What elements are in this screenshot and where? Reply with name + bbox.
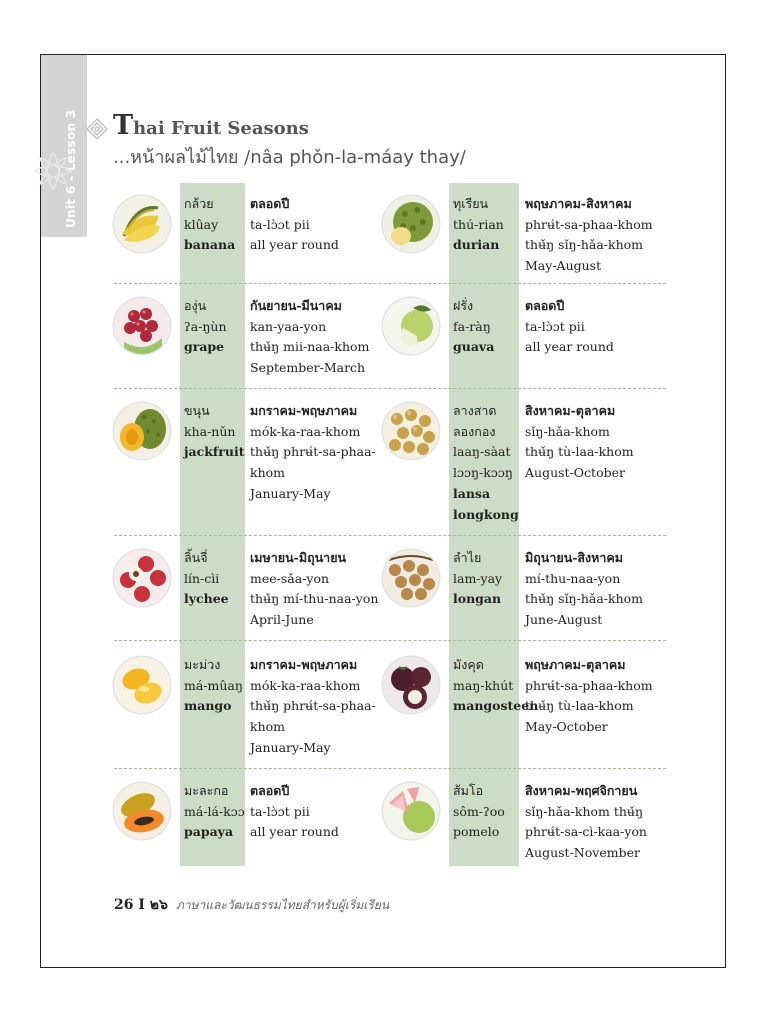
thai-name: ขนุน [184,403,210,418]
thai-name: ฝรั่ง [453,298,474,313]
fruit-name-block [453,401,519,525]
season-thai: พฤษภาคม-ตุลาคม [525,657,626,672]
diamond-ornament-icon [86,118,108,140]
season-line: thʉ̌ŋ phrʉ́t-sa-phaa- [250,444,376,460]
season-block [525,655,653,738]
season-block [525,781,647,864]
lansa-longkong-icon [383,403,439,459]
fruit-name-block [184,296,227,358]
thai-name: ลำไย [453,550,482,565]
season-thai: สิงหาคม-พฤศจิกายน [525,783,638,798]
season-line: thʉ̌ŋ phrʉ́t-sa-phaa- [250,698,376,714]
fruit-name-block [184,781,245,843]
lychee-icon [114,550,170,606]
season-line: January-May [250,485,331,501]
english-name: durian [453,237,500,253]
season-block [525,548,643,631]
fruit-name-block [184,655,243,717]
english-name: mango [184,698,232,714]
season-line: thʉ̌ŋ sǐŋ-hǎa-khom [525,591,644,607]
season-line: khom [250,465,286,481]
row-divider [114,535,666,536]
season-block [250,548,378,631]
fruit-name-block [453,296,494,358]
row-divider [114,283,666,284]
season-block [250,781,339,843]
page-title [113,110,309,141]
thai-name: มะละกอ [184,783,229,798]
season-line: May-August [525,258,602,274]
english-name: longkong [453,506,519,522]
fruit-name-block [453,781,505,843]
thai-name-column-band-left [180,183,245,866]
thai-name: มังคุด [453,657,484,672]
season-line: June-August [525,612,603,628]
season-line: mí-thu-naa-yon [525,570,621,586]
season-thai: ตลอดปี [250,783,290,798]
season-line: mók-ka-raa-khom [250,677,361,693]
season-line: thʉ̌ŋ tù-laa-khom [525,698,634,714]
title-rest: hai Fruit Seasons [133,118,309,139]
english-name: guava [453,339,495,355]
season-block [525,296,614,358]
thai-name: ลิ้นจี่ [184,550,208,565]
season-line: August-October [525,465,625,481]
season-block [250,655,376,759]
season-thai: ตลอดปี [250,196,290,211]
romanization: má-lá-kɔɔ [184,803,245,819]
season-line: April-June [250,612,314,628]
unit-lesson-label: Unit 6 - Lesson 3 [64,109,78,228]
romanization: kha-nǔn [184,423,236,439]
pomelo-icon [383,783,439,839]
romanization: lɔɔŋ-kɔɔŋ [453,465,513,481]
romanization: lam-yay [453,570,503,586]
english-name: jackfruit [184,444,245,460]
english-name: banana [184,237,236,253]
romanization: maŋ-khút [453,677,514,693]
romanization: lín-cìi [184,570,220,586]
row-divider [114,640,666,641]
season-thai: มกราคม-พฤษภาคม [250,657,358,672]
fruit-name-block [184,194,235,256]
fruit-name-block [184,401,244,463]
romanization: ʔa-ŋùn [184,318,227,334]
season-thai: กันยายน-มีนาคม [250,298,342,313]
season-line: thʉ̌ŋ tù-laa-khom [525,444,634,460]
page-number: 26 I ๒๖ [114,897,168,913]
season-block [525,194,653,277]
english-name: lychee [184,591,229,607]
longan-icon [383,550,439,606]
english-name: longan [453,591,502,607]
season-line: all year round [250,237,339,253]
season-line: sǐŋ-hǎa-khom [525,423,610,439]
season-thai: พฤษภาคม-สิงหาคม [525,196,632,211]
season-line: thʉ̌ŋ sǐŋ-hǎa-khom [525,237,644,253]
season-thai: เมษายน-มิถุนายน [250,550,347,565]
flower-ornament-icon [30,148,76,194]
grape-icon [114,298,170,354]
romanization: sôm-ʔoo [453,803,505,819]
jackfruit-icon [114,403,170,459]
season-line: all year round [525,339,614,355]
durian-icon [383,196,439,252]
romanization: klûay [184,216,219,232]
english-name: pomelo [453,824,500,840]
romanization: fa-ràŋ [453,318,491,334]
season-thai: ตลอดปี [525,298,565,313]
thai-name: ลางสาด [453,403,497,418]
thai-name: ลองกอง [453,423,496,439]
english-name: mangosteen [453,698,539,714]
season-line: khom [250,719,286,735]
banana-icon [114,196,170,252]
season-line: phrʉ́t-sa-phaa-khom [525,216,653,232]
season-block [250,401,376,505]
season-thai: มกราคม-พฤษภาคม [250,403,358,418]
book-title: ภาษาและวัฒนธรรมไทยสำหรับผู้เริ่มเรียน [176,898,390,912]
english-name: lansa [453,485,491,501]
season-thai: สิงหาคม-ตุลาคม [525,403,616,418]
english-name: papaya [184,824,234,840]
season-line: mók-ka-raa-khom [250,423,361,439]
mangosteen-icon [383,657,439,713]
season-line: September-March [250,360,366,376]
season-line: January-May [250,739,331,755]
row-divider [114,388,666,389]
title-initial: T [113,110,134,141]
thai-name: ส้มโอ [453,783,484,798]
row-divider [114,768,666,769]
romanization: má-mûaŋ [184,677,243,693]
season-line: all year round [250,824,339,840]
season-line: phrʉ́t-sa-cì-kaa-yon [525,824,647,840]
season-line: thʉ̌ŋ mí-thu-naa-yon [250,591,379,607]
romanization: thú-rian [453,216,504,232]
mango-icon [114,657,170,713]
fruit-name-block [453,194,504,256]
season-thai: มิถุนายน-สิงหาคม [525,550,624,565]
page-subtitle: ...หน้าผลไม้ไทย /nâa phǒn-la-máay thay/ [113,147,466,168]
season-line: sǐŋ-hǎa-khom thʉ̌ŋ [525,803,644,819]
english-name: grape [184,339,225,355]
thai-name: องุ่น [184,298,207,313]
season-block [525,401,634,484]
season-block [250,194,339,256]
season-line: phrʉ́t-sa-phaa-khom [525,677,653,693]
thai-name: ทุเรียน [453,196,489,211]
season-line: mee-sǎa-yon [250,570,330,586]
thai-name: กล้วย [184,196,214,211]
season-line: ta-lɔ̀ɔt pii [250,803,310,819]
fruit-name-block [184,548,229,610]
season-line: ta-lɔ̀ɔt pii [250,216,310,232]
season-line: May-October [525,719,608,735]
season-block [250,296,369,379]
fruit-name-block [453,548,502,610]
romanization: laaŋ-sàat [453,444,511,460]
papaya-icon [114,783,170,839]
guava-icon [383,298,439,354]
thai-name: มะม่วง [184,657,221,672]
season-line: thʉ̌ŋ mii-naa-khom [250,339,370,355]
season-line: kan-yaa-yon [250,318,327,334]
season-line: August-November [525,845,640,861]
season-line: ta-lɔ̀ɔt pii [525,318,585,334]
